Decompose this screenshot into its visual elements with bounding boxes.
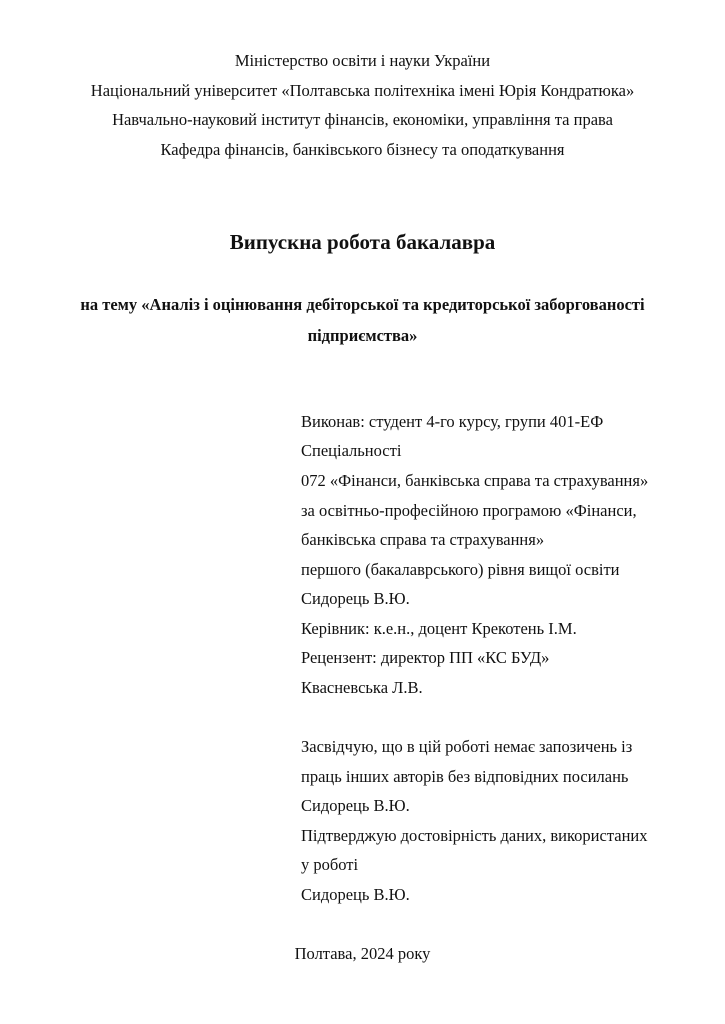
declaration-line: праць інших авторів без відповідних посилань: [301, 767, 629, 786]
topic-line-1: на тему «Аналіз і оцінювання дебіторської та кредиторської заборгованості: [80, 295, 645, 314]
confirmation-line: Підтверджую достовірність даних, використаних: [301, 826, 648, 845]
university-line: Національний університет «Полтавська політехніка імені Юрія Кондратюка»: [90, 81, 635, 100]
department-line: Кафедра фінансів, банківського бізнесу та оподаткування: [160, 140, 565, 159]
declaration-signature: Сидорець В.Ю.: [301, 796, 410, 815]
ministry-line: Міністерство освіти і науки України: [234, 51, 491, 70]
supervisor-line: Керівник: к.е.н., доцент Крекотень І.М.: [301, 619, 577, 638]
author-line: за освітньо-професійною програмою «Фінанси,: [301, 501, 637, 520]
author-line: Виконав: студент 4-го курсу, групи 401-ЕФ: [301, 412, 604, 431]
student-name: Сидорець В.Ю.: [301, 589, 410, 608]
author-line: першого (бакалаврського) рівня вищої освіти: [301, 560, 620, 579]
reviewer-line: Рецензент: директор ПП «КС БУД»: [301, 648, 550, 667]
place-year: Полтава, 2024 року: [294, 944, 431, 963]
author-line: Спеціальності: [301, 441, 402, 460]
author-line: банківська справа та страхування»: [301, 530, 545, 549]
confirmation-signature: Сидорець В.Ю.: [301, 885, 410, 904]
document-title: Випускна робота бакалавра: [229, 230, 496, 254]
topic-line-2: підприємства»: [307, 326, 418, 345]
declaration-line: Засвідчую, що в цій роботі немає запозичень із: [301, 737, 633, 756]
institute-line: Навчально-науковий інститут фінансів, економіки, управління та права: [112, 110, 613, 129]
author-line: 072 «Фінанси, банківська справа та страхування»: [301, 471, 649, 490]
reviewer-name: Квасневська Л.В.: [301, 678, 423, 697]
confirmation-line: у роботі: [301, 855, 359, 874]
